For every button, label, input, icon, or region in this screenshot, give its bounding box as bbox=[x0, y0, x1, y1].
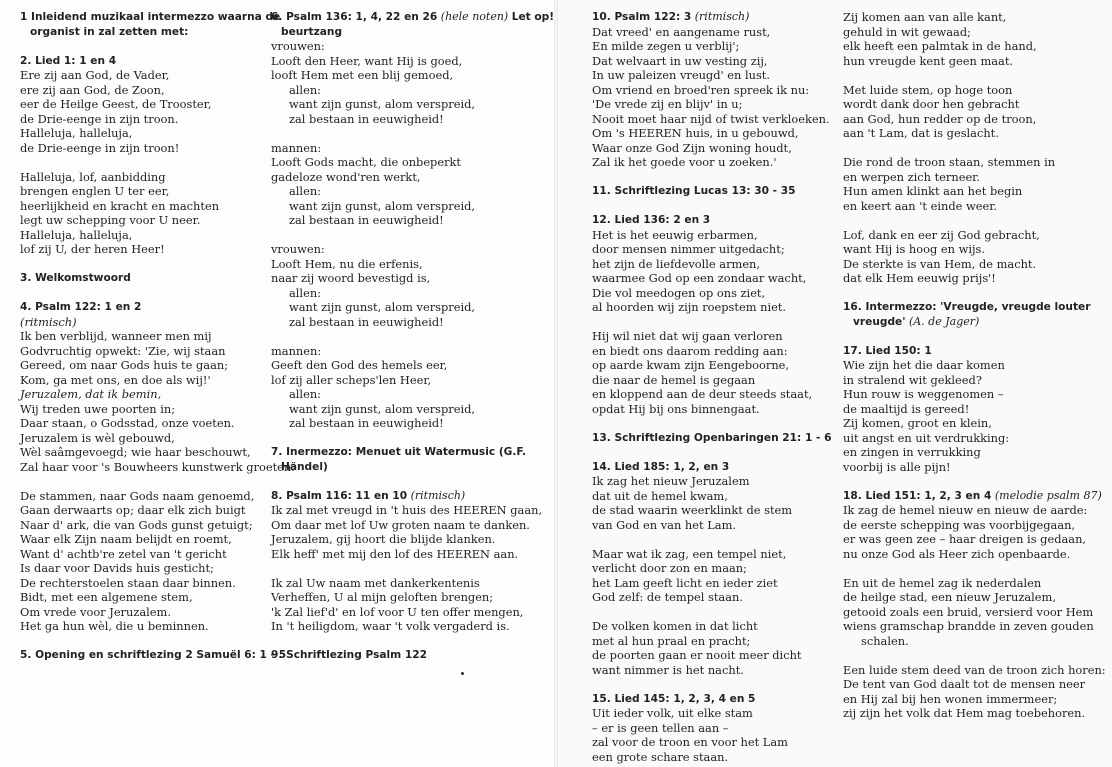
text-line: Godvruchtig opwekt: 'Zie, wij staan bbox=[20, 343, 226, 358]
page-fold bbox=[554, 0, 558, 767]
section-heading bbox=[271, 25, 551, 40]
text-line: de heilge stad, een nieuw Jeruzalem, bbox=[843, 590, 1056, 604]
text-line: want nimmer is het nacht. bbox=[592, 662, 744, 677]
text-line: Die vol meedogen op ons ziet, bbox=[592, 285, 766, 300]
text-line: Elk heff' met mij den lof des HEEREN aan. bbox=[271, 546, 519, 561]
text-line: Waar onze God Zijn woning houdt, bbox=[592, 140, 792, 155]
text-line: Waar elk Zijn naam belijdt en roemt, bbox=[20, 532, 232, 546]
column-3 bbox=[592, 10, 837, 764]
text-line: Halleluja, halleluja, bbox=[20, 126, 133, 140]
text-line: de poorten gaan er nooit meer dicht bbox=[592, 648, 802, 662]
spacer bbox=[592, 605, 837, 620]
text-line: Om 's HEEREN huis, in u gebouwd, bbox=[592, 126, 799, 140]
text-line: lof zij U, der heren Heer! bbox=[20, 242, 165, 256]
heading-text: 1 Inleidend muzikaal intermezzo waarna de bbox=[20, 11, 281, 23]
text-line: er was geen zee – haar dreigen is gedaan, bbox=[843, 532, 1087, 546]
section-heading bbox=[20, 271, 270, 286]
text-line: uit angst en uit verdrukking: bbox=[843, 430, 1010, 445]
text-line: waarmee God op een zondaar wacht, bbox=[592, 271, 807, 285]
text-line: looft Hem met een blij gemoed, bbox=[271, 68, 454, 82]
text-line: in stralend wit gekleed? bbox=[843, 372, 982, 387]
heading-text: 2. Lied 1: 1 en 4 bbox=[20, 54, 117, 67]
text-line: zij zijn het volk dat Hem mag toebehoren. bbox=[843, 706, 1086, 720]
heading-note: (ritmisch) bbox=[691, 10, 750, 23]
heading-note: (A. de Jager) bbox=[905, 314, 980, 328]
spacer bbox=[843, 329, 1105, 344]
section-heading bbox=[271, 460, 551, 475]
text-line: Om vrede voor Jeruzalem. bbox=[20, 604, 171, 619]
section-heading bbox=[592, 460, 837, 475]
text-line: 'De vrede zij en blijv' in u; bbox=[592, 97, 743, 111]
spacer bbox=[592, 315, 837, 330]
text-line: brengen englen U ter eer, bbox=[20, 184, 170, 198]
spacer bbox=[271, 561, 551, 576]
text-line: heerlijkheid en kracht en machten bbox=[20, 198, 220, 213]
text-line: Een luide stem deed van de troon zich horen: bbox=[843, 662, 1106, 677]
section-heading bbox=[271, 648, 551, 663]
text-line: Kom, ga met ons, en doe als wij!' bbox=[20, 372, 211, 387]
text-line: de stad waarin weerklinkt de stem bbox=[592, 503, 793, 517]
text-line: Dat vreed' en aangename rust, bbox=[592, 24, 771, 39]
text-line: Ik zag het nieuw Jeruzalem bbox=[592, 474, 750, 488]
section-heading bbox=[843, 300, 1105, 315]
heading-text: 5. Opening en schriftlezing 2 Samuël 6: 1 - 5 bbox=[20, 649, 287, 661]
text-line: Want d' achtb're zetel van 't gericht bbox=[20, 546, 227, 561]
spacer bbox=[843, 286, 1105, 301]
text-line: zal bestaan in eeuwigheid! bbox=[289, 213, 444, 227]
text-line: Lof, dank en eer zij God gebracht, bbox=[843, 227, 1040, 242]
text-line: Zij komen aan van alle kant, bbox=[843, 10, 1007, 24]
text-line: De sterkte is van Hem, de macht. bbox=[843, 256, 1037, 271]
text-line: al hoorden wij zijn roepstem niet. bbox=[592, 300, 787, 314]
spacer bbox=[592, 416, 837, 431]
section-heading bbox=[843, 315, 1105, 330]
text-line: Het ga hun wèl, die u beminnen. bbox=[20, 619, 209, 633]
text-line: voorbij is alle pijn! bbox=[843, 459, 951, 474]
section-heading bbox=[843, 489, 1105, 504]
text-line: – er is geen tellen aan – bbox=[592, 720, 729, 735]
text-line: Looft Gods macht, die onbeperkt bbox=[271, 155, 462, 169]
column-1 bbox=[20, 10, 295, 663]
text-line: met al hun praal en pracht; bbox=[592, 633, 751, 648]
text-line: Zal ik het goede voor u zoeken.' bbox=[592, 155, 777, 169]
text-line: nu onze God als Heer zich openbaarde. bbox=[843, 546, 1071, 561]
text-line: die naar de hemel is gegaan bbox=[592, 372, 756, 387]
text-line: Uit ieder volk, uit elke stam bbox=[592, 706, 753, 720]
text-line: wordt dank door hen gebracht bbox=[843, 97, 1020, 111]
text-line: Gaan derwaarts op; daar elk zich buigt bbox=[20, 503, 246, 517]
text-line: mannen: bbox=[271, 140, 322, 155]
text-line: Daar staan, o Godsstad, onze voeten. bbox=[20, 416, 235, 430]
text-line: Wèl saâmgevoegd; wie haar beschouwt, bbox=[20, 445, 251, 459]
text-line: Jeruzalem, dat ik bemin, bbox=[20, 387, 162, 401]
text-line: Halleluja, lof, aanbidding bbox=[20, 169, 166, 184]
heading-text: 12. Lied 136: 2 en 3 bbox=[592, 214, 711, 226]
section-heading bbox=[592, 213, 837, 228]
spacer bbox=[843, 561, 1105, 576]
text-line: De stammen, naar Gods naam genoemd, bbox=[20, 488, 255, 503]
heading-text: beurtzang bbox=[281, 25, 343, 38]
text-line: want zijn gunst, alom verspreid, bbox=[289, 97, 476, 111]
heading-text: 17. Lied 150: 1 bbox=[843, 344, 932, 357]
text-line: dat uit de hemel kwam, bbox=[592, 488, 728, 503]
section-heading bbox=[271, 445, 551, 460]
text-line: op aarde kwam zijn Eengeboorne, bbox=[592, 358, 790, 372]
text-line: en Hij zal bij hen wonen immermeer; bbox=[843, 691, 1058, 706]
spacer bbox=[592, 532, 837, 547]
text-line: en keert aan 't einde weer. bbox=[843, 198, 998, 213]
text-line: zal bestaan in eeuwigheid! bbox=[289, 314, 444, 329]
section-heading bbox=[592, 184, 837, 199]
heading-text: 11. Schriftlezing Lucas 13: 30 - 35 bbox=[592, 185, 796, 197]
text-line: Wie zijn het die daar komen bbox=[843, 358, 1005, 372]
text-line: elk heeft een palmtak in de hand, bbox=[843, 39, 1037, 53]
text-line: lof zij aller scheps'len Heer, bbox=[271, 372, 432, 387]
section-heading bbox=[20, 648, 287, 663]
spacer bbox=[271, 634, 551, 649]
spacer bbox=[20, 39, 270, 54]
text-line: de Drie-eenge in zijn troon. bbox=[20, 111, 179, 126]
heading-text: 6. Psalm 136: 1, 4, 22 en 26 bbox=[271, 11, 438, 23]
text-line: Naar d' ark, die van Gods gunst getuigt; bbox=[20, 517, 253, 532]
heading-text: 16. Intermezzo: 'Vreugde, vreugde louter bbox=[843, 301, 1091, 313]
heading-text: organist in zal zetten met: bbox=[30, 25, 189, 38]
text-line: Jeruzalem is wèl gebouwd, bbox=[20, 430, 175, 445]
text-line: schalen. bbox=[861, 633, 909, 648]
text-line: De tent van God daalt tot de mensen neer bbox=[843, 677, 1086, 691]
text-line: aan 't Lam, dat is geslacht. bbox=[843, 126, 999, 140]
speck bbox=[461, 672, 464, 675]
text-line: De volken komen in dat licht bbox=[592, 619, 758, 633]
spacer bbox=[843, 68, 1105, 83]
text-line: Ik zal met vreugd in 't huis des HEEREN gaan, bbox=[271, 503, 543, 517]
section-heading bbox=[271, 10, 555, 25]
text-line: het Lam geeft licht en ieder ziet bbox=[592, 575, 778, 590]
text-line: vrouwen: bbox=[271, 39, 325, 53]
text-line: want zijn gunst, alom verspreid, bbox=[289, 198, 476, 213]
text-line: Hun amen klinkt aan het begin bbox=[843, 184, 1023, 198]
text-line: In 't heiligdom, waar 't volk vergaderd is. bbox=[271, 619, 510, 633]
section-heading bbox=[271, 489, 551, 504]
section-heading bbox=[20, 300, 270, 315]
text-line: Het is het eeuwig erbarmen, bbox=[592, 227, 758, 242]
text-line: Looft Hem, nu die erfenis, bbox=[271, 256, 423, 271]
text-line: En uit de hemel zag ik nederdalen bbox=[843, 575, 1042, 590]
text-line: Verheffen, U al mijn geloften brengen; bbox=[271, 590, 494, 604]
text-line: want zijn gunst, alom verspreid, bbox=[289, 401, 476, 416]
spacer bbox=[20, 257, 270, 272]
text-line: Halleluja, halleluja, bbox=[20, 227, 133, 242]
text-line: zal bestaan in eeuwigheid! bbox=[289, 111, 444, 126]
text-line: gadeloze wond'ren werkt, bbox=[271, 169, 421, 184]
text-line: vrouwen: bbox=[271, 242, 325, 256]
section-heading bbox=[843, 344, 1105, 359]
heading-text: 3. Welkomstwoord bbox=[20, 272, 131, 284]
section-heading bbox=[592, 10, 837, 25]
text-line: De rechterstoelen staan daar binnen. bbox=[20, 575, 236, 590]
text-line: Is daar voor Davids huis gesticht; bbox=[20, 561, 214, 575]
text-line: En milde zegen u verblij'; bbox=[592, 39, 740, 53]
text-line: Nooit moet haar nijd of twist verkloeken. bbox=[592, 111, 830, 126]
text-line: In uw paleizen vreugd' en lust. bbox=[592, 68, 770, 82]
text-line: Looft den Heer, want Hij is goed, bbox=[271, 53, 463, 68]
text-line: een grote schare staan. bbox=[592, 749, 729, 764]
spacer bbox=[271, 474, 551, 489]
text-line: allen: bbox=[289, 387, 321, 401]
text-line: en kloppend aan de deur steeds staat, bbox=[592, 387, 813, 401]
heading-text: 4. Psalm 122: 1 en 2 bbox=[20, 301, 142, 313]
spacer bbox=[271, 126, 551, 141]
spacer bbox=[843, 213, 1105, 228]
spacer bbox=[20, 286, 270, 301]
text-line: opdat Hij bij ons binnengaat. bbox=[592, 401, 760, 416]
text-line: want Hij is hoog en wijs. bbox=[843, 242, 985, 256]
heading-text: 13. Schriftlezing Openbaringen 21: 1 - 6 bbox=[592, 431, 832, 444]
spacer bbox=[843, 474, 1105, 489]
text-line: en werpen zich terneer. bbox=[843, 169, 980, 184]
heading-text: 10. Psalm 122: 3 bbox=[592, 11, 692, 23]
text-line: allen: bbox=[289, 285, 321, 300]
text-line: de maaltijd is gereed! bbox=[843, 401, 970, 416]
text-line: getooid zoals een bruid, versierd voor Hem bbox=[843, 604, 1094, 619]
text-line: Ik ben verblijd, wanneer men mij bbox=[20, 329, 212, 343]
text-line: door mensen nimmer uitgedacht; bbox=[592, 242, 785, 256]
spacer bbox=[20, 634, 270, 649]
spacer bbox=[592, 170, 837, 185]
spacer bbox=[592, 199, 837, 214]
text-line: hun vreugde kent geen maat. bbox=[843, 53, 1014, 68]
text-line: Die rond de troon staan, stemmen in bbox=[843, 155, 1056, 169]
text-line: ere zij aan God, de Zoon, bbox=[20, 82, 165, 97]
text-line: allen: bbox=[289, 184, 321, 198]
heading-note: (hele noten) bbox=[437, 10, 512, 23]
section-heading bbox=[592, 692, 837, 707]
text-line: Hun rouw is weggenomen – bbox=[843, 387, 1004, 401]
text-line: allen: bbox=[289, 82, 321, 97]
heading-text: Händel) bbox=[281, 460, 328, 473]
heading-text: 7. Inermezzo: Menuet uit Watermusic (G.F. bbox=[271, 446, 527, 458]
spacer bbox=[592, 677, 837, 692]
text-line: dat elk Hem eeuwig prijs'! bbox=[843, 271, 996, 285]
text-line: verlicht door zon en maan; bbox=[592, 561, 747, 575]
heading-text: 18. Lied 151: 1, 2, 3 en 4 bbox=[843, 489, 992, 502]
text-line: zal bestaan in eeuwigheid! bbox=[289, 416, 444, 430]
text-line: Geeft den God des hemels eer, bbox=[271, 358, 448, 372]
text-line: God zelf: de tempel staan. bbox=[592, 590, 743, 604]
text-line: legt uw schepping voor U neer. bbox=[20, 213, 201, 227]
text-line: naar zij woord bevestigd is, bbox=[271, 271, 431, 285]
heading-text: 15. Lied 145: 1, 2, 3, 4 en 5 bbox=[592, 692, 756, 705]
column-4 bbox=[843, 10, 1105, 721]
spacer bbox=[843, 141, 1105, 156]
spacer bbox=[271, 228, 551, 243]
text-line: Dat welvaart in uw vesting zij, bbox=[592, 53, 768, 68]
section-heading bbox=[20, 25, 270, 40]
heading-text: 9. Schriftlezing Psalm 122 bbox=[271, 649, 427, 661]
spacer bbox=[271, 431, 551, 446]
spacer bbox=[843, 648, 1105, 663]
text-line: Jeruzalem, gij hoort die blijde klanken. bbox=[271, 532, 496, 546]
text-line: mannen: bbox=[271, 343, 322, 358]
spacer bbox=[271, 329, 551, 344]
heading-warning: Let op! bbox=[511, 11, 555, 23]
text-line: gehuld in wit gewaad; bbox=[843, 24, 971, 39]
section-heading bbox=[592, 431, 837, 446]
text-line: en zingen in verrukking bbox=[843, 445, 981, 459]
text-line: van God en van het Lam. bbox=[592, 517, 736, 532]
text-line: eer de Heilge Geest, de Trooster, bbox=[20, 97, 212, 111]
text-line: (ritmisch) bbox=[20, 314, 77, 329]
text-line: Gereed, om naar Gods huis te gaan; bbox=[20, 358, 229, 372]
text-line: zal voor de troon en voor het Lam bbox=[592, 735, 788, 749]
section-heading bbox=[20, 54, 270, 69]
text-line: wiens gramschap brandde in zeven gouden bbox=[843, 619, 1094, 633]
heading-note: (ritmisch) bbox=[407, 488, 466, 502]
text-line: Ik zag de hemel nieuw en nieuw de aarde: bbox=[843, 503, 1088, 517]
spacer bbox=[20, 155, 270, 170]
text-line: aan God, hun redder op de troon, bbox=[843, 111, 1037, 126]
heading-note: (melodie psalm 87) bbox=[991, 488, 1102, 502]
text-line: de Drie-eenge in zijn troon! bbox=[20, 140, 180, 155]
text-line: Wij treden uwe poorten in; bbox=[20, 401, 176, 416]
spacer bbox=[592, 445, 837, 460]
text-line: Met luide stem, op hoge toon bbox=[843, 82, 1013, 97]
text-line: de eerste schepping was voorbijgegaan, bbox=[843, 517, 1076, 532]
text-line: Om daar met lof Uw groten naam te danken. bbox=[271, 517, 530, 532]
heading-text: 14. Lied 185: 1, 2, en 3 bbox=[592, 460, 730, 473]
text-line: Ere zij aan God, de Vader, bbox=[20, 68, 170, 82]
heading-text: vreugde' bbox=[853, 315, 906, 328]
spacer bbox=[20, 474, 270, 489]
text-line: Zal haar voor 's Bouwheers kunstwerk groeten. bbox=[20, 459, 295, 474]
text-line: Hij wil niet dat wij gaan verloren bbox=[592, 329, 783, 343]
text-line: Zij komen, groot en klein, bbox=[843, 416, 992, 430]
text-line: en biedt ons daarom redding aan: bbox=[592, 343, 788, 358]
text-line: Bidt, met een algemene stem, bbox=[20, 590, 193, 604]
text-line: het zijn de liefdevolle armen, bbox=[592, 256, 761, 271]
text-line: want zijn gunst, alom verspreid, bbox=[289, 300, 476, 314]
heading-text: 8. Psalm 116: 11 en 10 bbox=[271, 489, 408, 502]
text-line: Maar wat ik zag, een tempel niet, bbox=[592, 546, 787, 561]
text-line: 'k Zal lief'd' en lof voor U ten offer mengen, bbox=[271, 604, 524, 619]
column-2 bbox=[271, 10, 555, 663]
text-line: Om vriend en broed'ren spreek ik nu: bbox=[592, 82, 810, 97]
section-heading bbox=[20, 10, 281, 25]
text-line: Ik zal Uw naam met dankerkentenis bbox=[271, 575, 480, 590]
